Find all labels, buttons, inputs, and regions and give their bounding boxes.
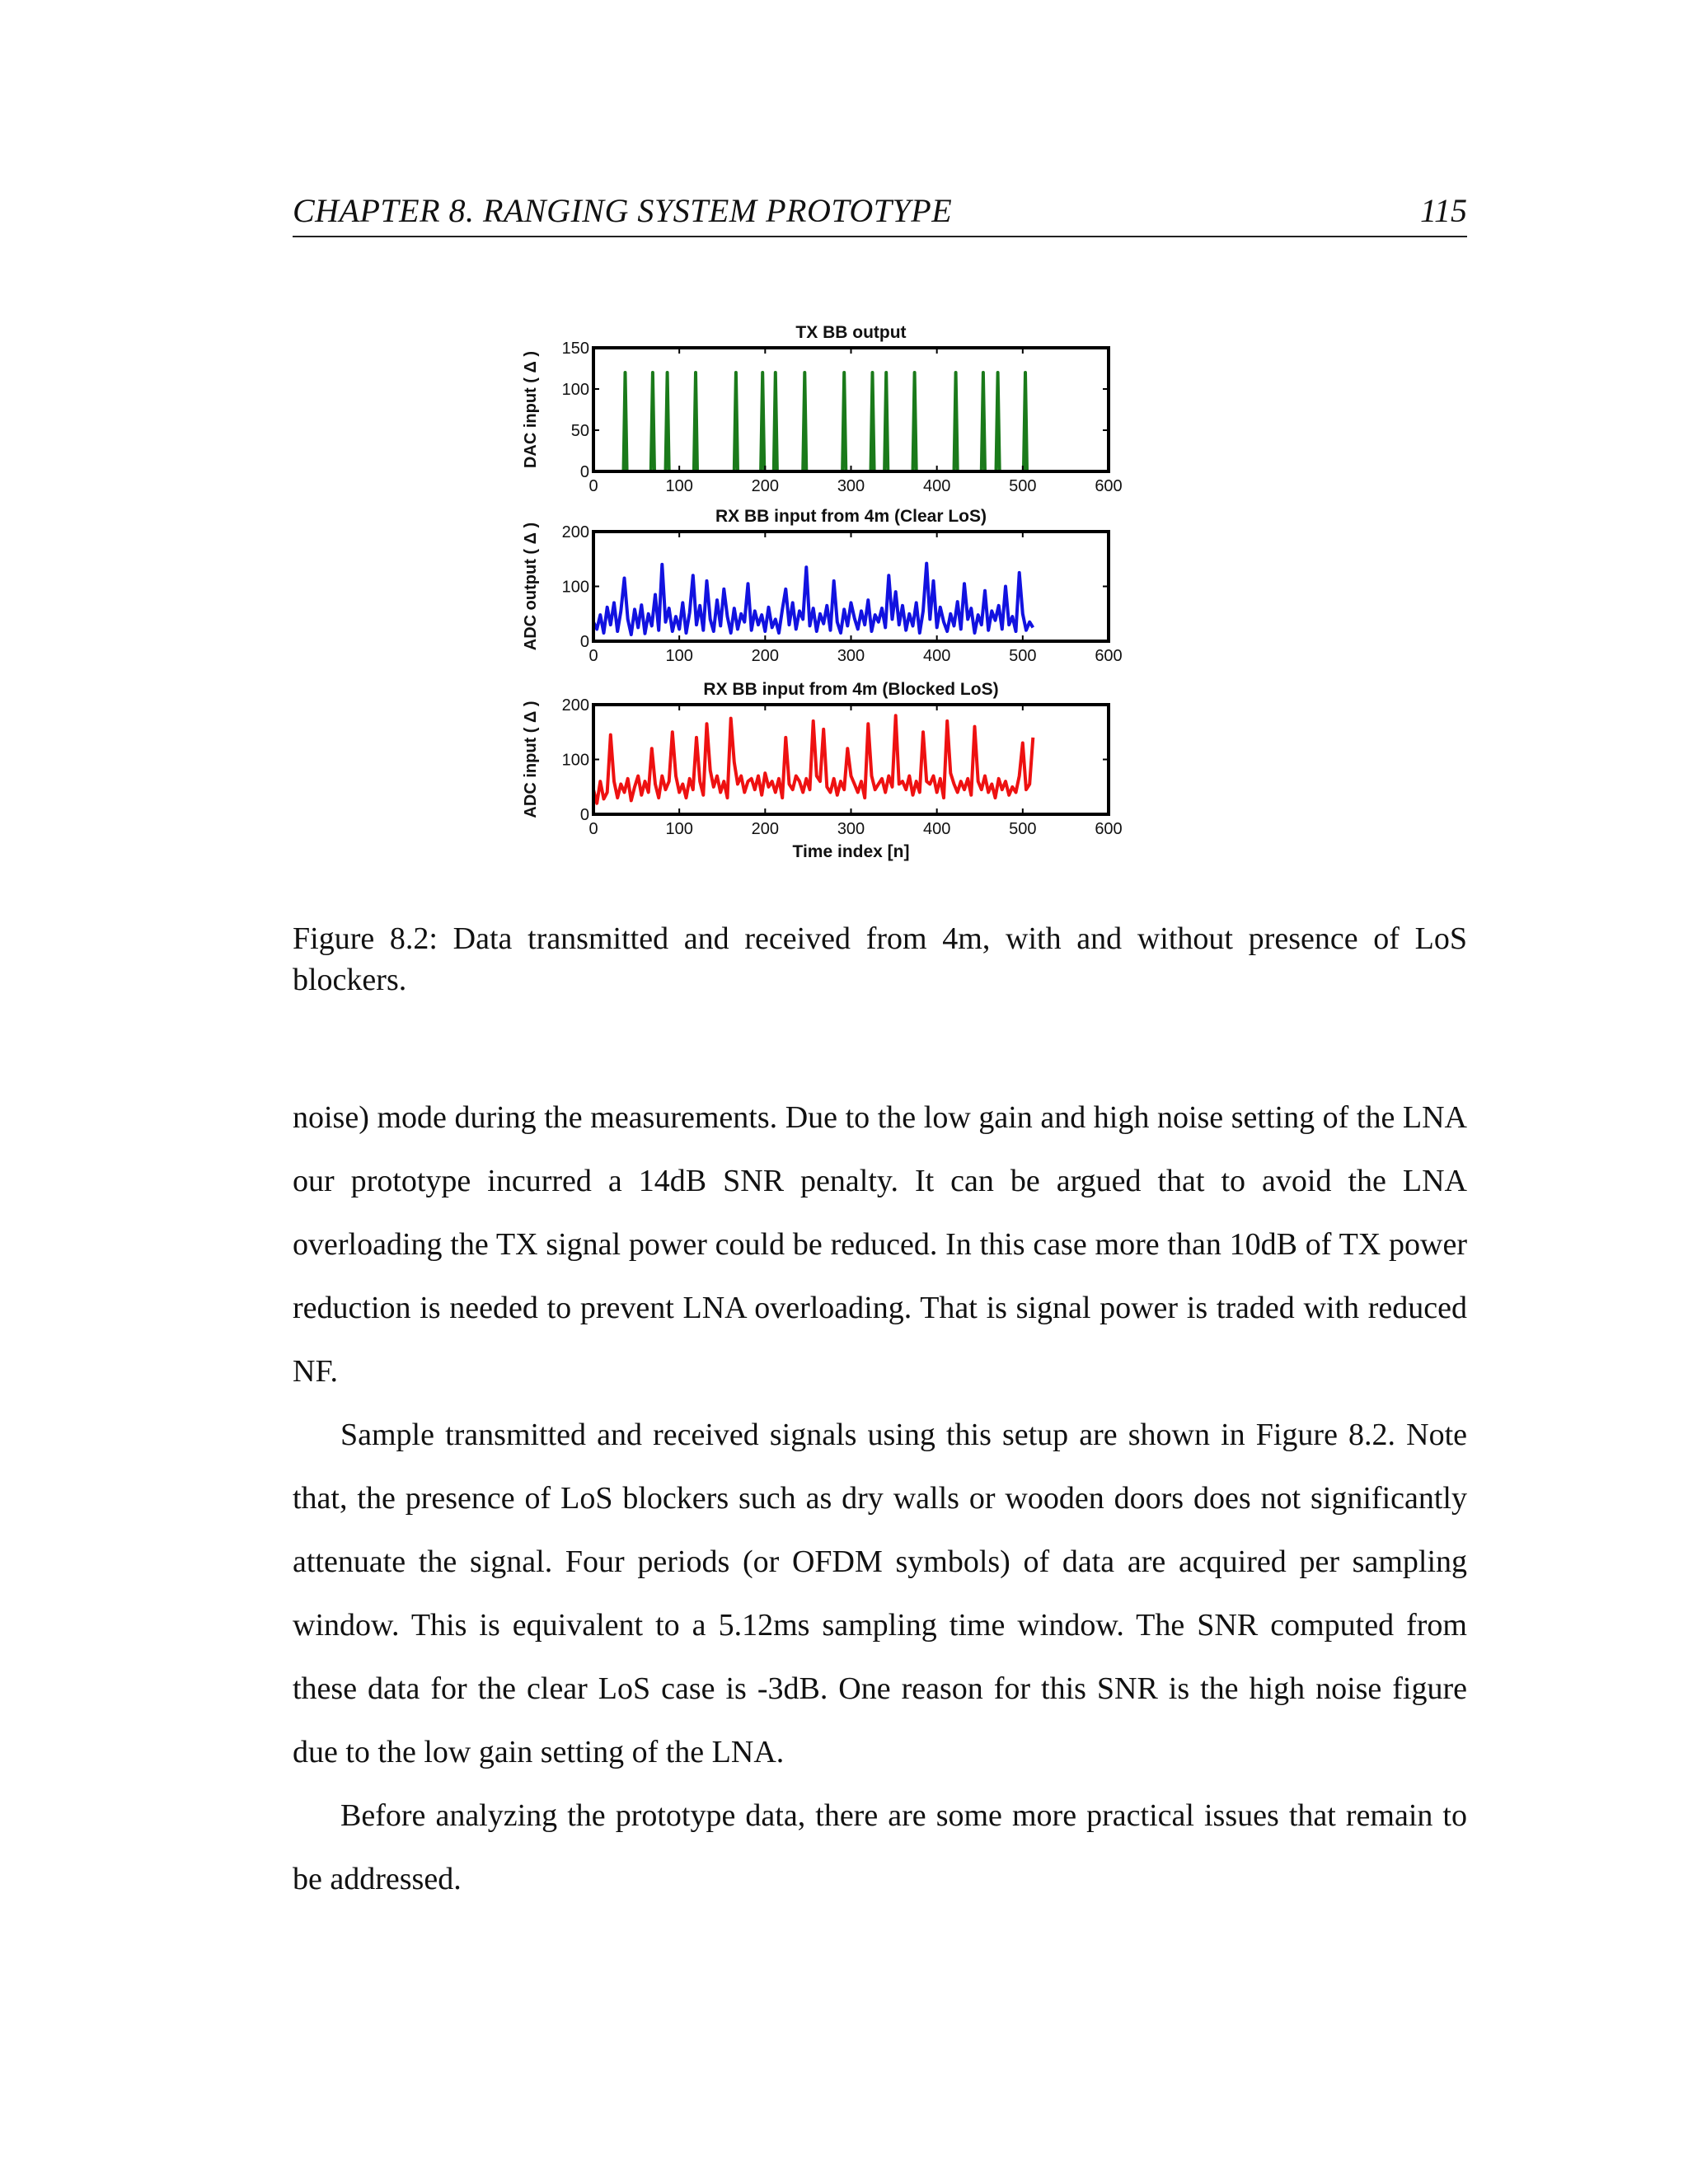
panel-3-ylabel: ADC input ( Δ ) <box>522 701 540 818</box>
panel-1-xtick-label: 600 <box>1095 477 1123 495</box>
panel-2-ytick-label: 200 <box>561 523 589 541</box>
panel-1-xtick-label: 0 <box>588 477 598 495</box>
panel-1-ytick-label: 0 <box>579 463 589 481</box>
panel-1-xtick-label: 400 <box>922 477 951 495</box>
panel-2-xtick-label: 200 <box>751 647 780 665</box>
panel-1-title: TX BB output <box>795 323 907 342</box>
panel-1-ytick-label: 100 <box>561 381 589 399</box>
panel-2-xtick-label: 300 <box>837 647 865 665</box>
figure-8-2 <box>511 305 1236 874</box>
panel-2-xtick-label: 500 <box>1009 647 1037 665</box>
panel-2-xtick-label: 600 <box>1095 647 1123 665</box>
panel-3-ytick-label: 0 <box>579 806 589 824</box>
panel-3-xtick-label: 100 <box>665 820 693 838</box>
panel-3-xlabel: Time index [n] <box>792 842 910 861</box>
panel-1-xtick-label: 100 <box>665 477 693 495</box>
panel-2-series-line <box>593 564 1033 635</box>
panel-2-ylabel: ADC output ( Δ ) <box>522 522 540 651</box>
panel-3-ytick-label: 100 <box>561 751 589 770</box>
figure-caption: Figure 8.2: Data transmitted and received from 4m, with and without presence of LoS blockers. <box>293 921 1467 997</box>
panel-3-series-line <box>593 715 1033 803</box>
panel-2-ytick-label: 0 <box>579 633 589 651</box>
panel-1-xtick-label: 500 <box>1009 477 1037 495</box>
panel-1-ylabel: DAC input ( Δ ) <box>522 350 540 469</box>
body-text <box>293 1086 1467 1911</box>
paragraph-3: Before analyzing the prototype data, there are some more practical issues that remain to be addressed. <box>293 1798 1467 1896</box>
panel-2-xtick-label: 100 <box>665 647 693 665</box>
running-head <box>293 191 1467 237</box>
panel-3-xtick-label: 600 <box>1095 820 1123 838</box>
figure-chart <box>511 305 1236 874</box>
panel-1-ytick-label: 50 <box>570 422 589 440</box>
panel-1-series-line <box>593 373 1040 471</box>
panel-3-xtick-label: 300 <box>837 820 865 838</box>
panel-2-title: RX BB input from 4m (Clear LoS) <box>715 507 987 526</box>
chapter-title: CHAPTER 8. RANGING SYSTEM PROTOTYPE <box>293 192 953 229</box>
panel-3-xtick-label: 200 <box>751 820 780 838</box>
paragraph-2: Sample transmitted and received signals using this setup are shown in Figure 8.2. Note that, the presence of LoS blockers such as dry walls or wooden doors does not significantly attenuate the signal. Four periods (or OFDM symbols) of data are acquired per sampling window. This is equivalent to a 5.12ms sampling time window. The SNR computed from these data for the clear LoS case is -3dB. One reason for this SNR is the high noise figure due to the low gain setting of the LNA. <box>293 1418 1467 1769</box>
panel-1-ytick-label: 150 <box>561 340 589 358</box>
panel-2-xtick-label: 0 <box>588 647 598 665</box>
panel-2-ytick-label: 100 <box>561 578 589 597</box>
panel-1-xtick-label: 200 <box>751 477 780 495</box>
page-number: 115 <box>1419 192 1467 229</box>
panel-1-axes-frame <box>593 348 1109 471</box>
panel-3-xtick-label: 0 <box>588 820 598 838</box>
panel-2-xtick-label: 400 <box>922 647 951 665</box>
panel-3-title: RX BB input from 4m (Blocked LoS) <box>703 680 999 699</box>
paragraph-1: noise) mode during the measurements. Due to the low gain and high noise setting of the LNA our prototype incurred a 14dB SNR penalty. It can be argued that to avoid the LNA overloading the TX signal power could be reduced. In this case more than 10dB of TX power reduction is needed to prevent LNA overloading. That is signal power is traded with reduced NF. <box>293 1100 1467 1389</box>
panel-3-ytick-label: 200 <box>561 696 589 715</box>
panel-3-xtick-label: 500 <box>1009 820 1037 838</box>
panel-1-xtick-label: 300 <box>837 477 865 495</box>
panel-3-xtick-label: 400 <box>922 820 951 838</box>
